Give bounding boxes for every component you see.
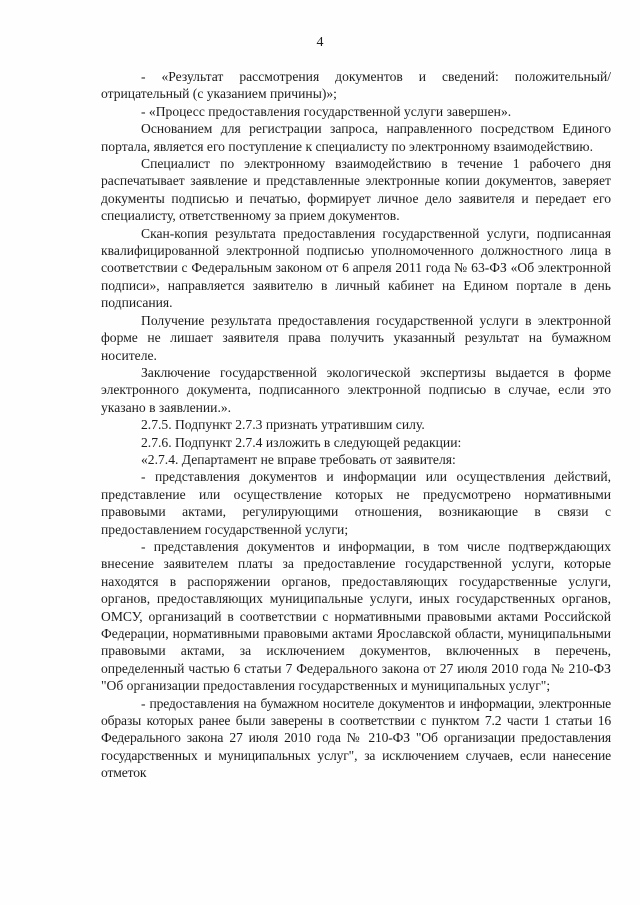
paragraph: - «Процесс предоставления государственной услуги завершен».	[141, 103, 512, 119]
paragraph: - предоставления на бумажном носителе документов и информации, электронные образы которых ранее были заверены в соответствии с пунктом 7.2 части 1 статьи 16 Федерального закона 27 июля 2010 года № 210-ФЗ "Об организации предоставления государственных и муниципальных услуг", за исключением случаев, если нанесение отметок	[101, 695, 611, 781]
paragraph: - «Результат рассмотрения документов и сведений: положительный/отрицательный (с указанием причины)»;	[101, 69, 611, 102]
paragraph: 2.7.6. Подпункт 2.7.4 изложить в следующей редакции:	[141, 434, 462, 450]
paragraph: Заключение государственной экологической экспертизы выдается в форме электронного документа, подписанного электронной подписью в случае, если это указано в заявлении.».	[101, 364, 611, 415]
page-number: 4	[316, 35, 324, 50]
paragraph: «2.7.4. Департамент не вправе требовать от заявителя:	[141, 451, 456, 467]
paragraph: Получение результата предоставления государственной услуги в электронной форме не лишает заявителя права получить указанный результат на бумажном носителе.	[101, 312, 611, 363]
paragraph: - представления документов и информации, в том числе подтверждающих внесение заявителем платы за предоставление государственной услуги, которые находятся в распоряжении органов, предоставляющих государственные услуги, органов, предоставляющих муниципальные услуги, иных государственных органов, ОМСУ, организаций в соответствии с нормативными правовыми актами Российской Федерации, нормативными правовыми актами Ярославской области, муниципальными правовыми актами, за исключением документов, включенных в перечень, определенный частью 6 статьи 7 Федерального закона от 27 июля 2010 года № 210-ФЗ "Об организации предоставления государственных и муниципальных услуг";	[101, 538, 611, 694]
paragraph: - представления документов и информации или осуществления действий, представление или осуществление которых не предусмотрено нормативными правовыми актами, регулирующими отношения, возникающие в связи с предоставлением государственной услуги;	[101, 469, 611, 537]
paragraph: Скан-копия результата предоставления государственной услуги, подписанная квалифицированной электронной подписью уполномоченного должностного лица в соответствии с Федеральным законом от 6 апреля 2011 года № 63-ФЗ «Об электронной подписи», направляется заявителю в личный кабинет на Едином портале в день подписания.	[101, 225, 611, 311]
body-text	[101, 68, 611, 782]
paragraph: 2.7.5. Подпункт 2.7.3 признать утратившим силу.	[141, 417, 425, 433]
paragraph: Специалист по электронному взаимодействию в течение 1 рабочего дня распечатывает заявление и представленные электронные копии документов, заверяет документы подписью и печатью, формирует личное дело заявителя и передает его специалисту, ответственному за прием документов.	[101, 156, 611, 224]
paragraph: Основанием для регистрации запроса, направленного посредством Единого портала, является его поступление к специалисту по электронному взаимодействию.	[101, 121, 611, 154]
